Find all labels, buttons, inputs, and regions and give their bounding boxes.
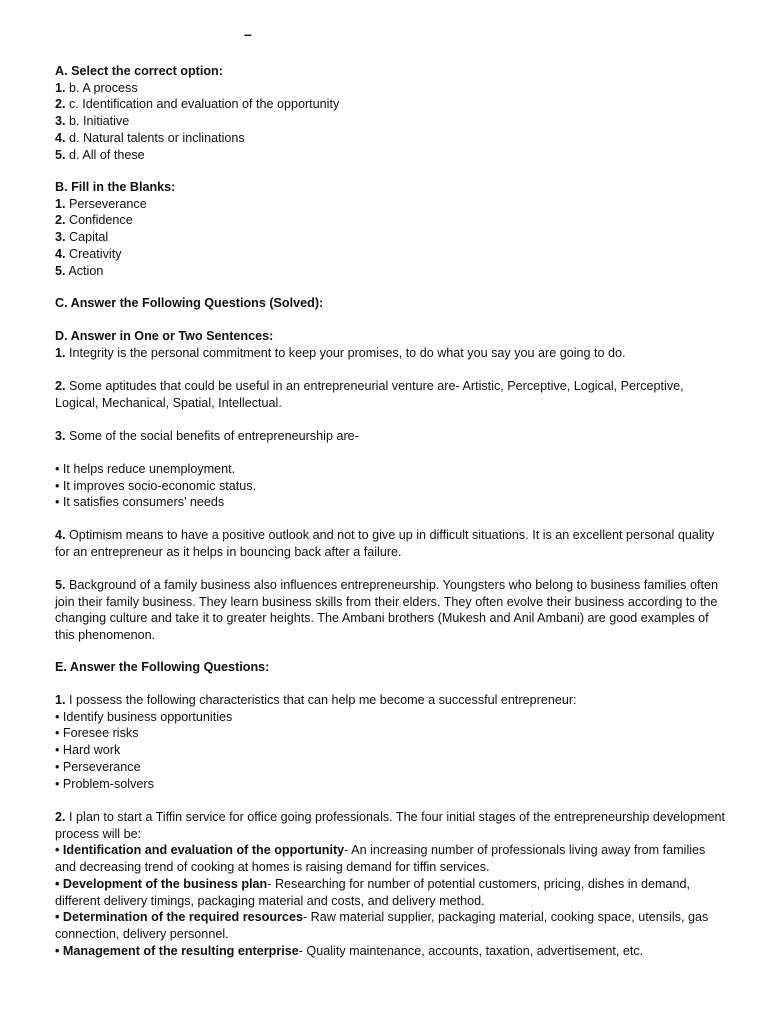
stage-term: • Development of the business plan (55, 876, 268, 891)
section-a (55, 63, 725, 163)
list-item (55, 229, 725, 246)
bullet-item: • It improves socio-economic status. (55, 478, 257, 493)
section-d-heading: D. Answer in One or Two Sentences: (55, 329, 274, 343)
item-text: Some of the social benefits of entrepreneurship are- (65, 429, 359, 443)
answer-d1 (55, 345, 725, 362)
item-number: 5. (55, 147, 66, 162)
item-number: 4. (55, 528, 66, 542)
list-item (55, 263, 725, 280)
answer-e2-intro (55, 809, 725, 842)
item-number: 1. (55, 196, 66, 211)
item-number: 1. (55, 693, 66, 707)
item-number: 3. (55, 429, 66, 443)
answer-d3-bullets (55, 461, 725, 511)
stage-text: - Raw material supplier, packaging material, cooking space, utensils, gas connection, delivery personnel. (55, 910, 709, 941)
list-item (55, 147, 725, 164)
header-mark: – (244, 26, 252, 42)
stage-item (55, 876, 725, 909)
bullet-item: • Identify business opportunities (55, 709, 233, 724)
bullet-item: • It helps reduce unemployment. (55, 462, 236, 476)
section-e (55, 659, 725, 676)
list-item (55, 196, 725, 213)
bullet-item: • Problem-solvers (55, 776, 154, 791)
item-text: I possess the following characteristics that can help me become a successful entrepreneur: (65, 693, 577, 707)
section-b (55, 179, 725, 279)
item-number: 4. (55, 130, 66, 145)
item-number: 4. (55, 246, 66, 261)
item-text: Perseverance (65, 196, 147, 211)
stage-term: • Identification and evaluation of the opportunity (55, 843, 345, 858)
list-item (55, 113, 725, 130)
bullet-item: • Hard work (55, 743, 121, 758)
item-text: Optimism means to have a positive outlook and not to give up in difficult situations. It is an excellent personal quality for an entrepreneur as it helps in bouncing back after a failure. (55, 528, 715, 559)
item-number: 5. (55, 578, 66, 592)
item-text: b. Initiative (65, 114, 130, 129)
stage-text: - Researching for number of potential customers, pricing, dishes in demand, different delivery timings, packaging material and costs, and delivery method. (55, 876, 691, 908)
item-text: c. Identification and evaluation of the opportunity (65, 97, 340, 112)
item-text: Confidence (65, 213, 133, 228)
section-a-heading: A. Select the correct option: (55, 64, 223, 78)
list-item (55, 80, 725, 97)
item-text: I plan to start a Tiffin service for office going professionals. The four initial stages of the entrepreneurship development process will be: (55, 810, 725, 841)
answer-d2-text (55, 378, 725, 411)
answer-e1 (55, 692, 725, 792)
item-number: 1. (55, 80, 66, 95)
item-number: 1. (55, 345, 66, 360)
stage-text: - Quality maintenance, accounts, taxation, advertisement, etc. (298, 943, 644, 958)
item-number: 3. (55, 230, 66, 245)
section-c (55, 295, 725, 312)
answer-d5-text (55, 577, 725, 644)
item-number: 5. (55, 263, 66, 278)
list-item (55, 96, 725, 113)
section-c-heading: C. Answer the Following Questions (Solved): (55, 296, 324, 310)
stage-item (55, 909, 725, 942)
item-text: Capital (65, 230, 109, 245)
answer-d3-intro (55, 428, 725, 445)
list-item (55, 246, 725, 263)
answer-d5 (55, 577, 725, 644)
item-number: 2. (55, 379, 66, 393)
item-number: 3. (55, 114, 66, 129)
list-item (55, 130, 725, 147)
stage-term: • Determination of the required resources (55, 910, 303, 925)
section-e-heading: E. Answer the Following Questions: (55, 660, 270, 674)
item-text: d. All of these (65, 147, 145, 162)
answer-d2 (55, 378, 725, 411)
stage-term: • Management of the resulting enterprise (55, 943, 299, 958)
answer-d3 (55, 428, 725, 445)
section-b-heading: B. Fill in the Blanks: (55, 180, 176, 194)
bullet-item: • It satisfies consumers’ needs (55, 495, 225, 510)
answer-d4-text (55, 527, 725, 560)
item-text: b. A process (65, 80, 138, 95)
section-d (55, 328, 725, 361)
answer-d4 (55, 527, 725, 560)
stage-item (55, 943, 725, 960)
stage-item (55, 842, 725, 875)
item-number: 2. (55, 97, 66, 112)
answer-e2 (55, 809, 725, 959)
stage-text: - An increasing number of professionals living away from families and decreasing trend of cooking at homes is raising demand for tiffin services. (55, 843, 706, 875)
item-text: Background of a family business also influences entrepreneurship. Youngsters who belong to business families often join their family business. They learn business skills from their elders. They often evolve their business according to the changing culture and take it to greater heights. The Ambani brothers (Mukesh and Anil Ambani) are good examples of this phenomenon. (55, 578, 718, 643)
item-text: Integrity is the personal commitment to keep your promises, to do what you say you are going to do. (65, 345, 626, 360)
answer-e1-intro (55, 692, 725, 709)
item-text: Creativity (65, 246, 122, 261)
item-text: d. Natural talents or inclinations (65, 130, 245, 145)
item-number: 2. (55, 810, 66, 824)
item-number: 2. (55, 213, 66, 228)
item-text: Action (65, 263, 104, 278)
bullet-item: • Perseverance (55, 759, 141, 774)
bullet-item: • Foresee risks (55, 726, 139, 741)
list-item (55, 212, 725, 229)
item-text: Some aptitudes that could be useful in an entrepreneurial venture are- Artistic, Perceptive, Logical, Perceptive, Logical, Mechanical, Spatial, Intellectual. (55, 379, 684, 410)
